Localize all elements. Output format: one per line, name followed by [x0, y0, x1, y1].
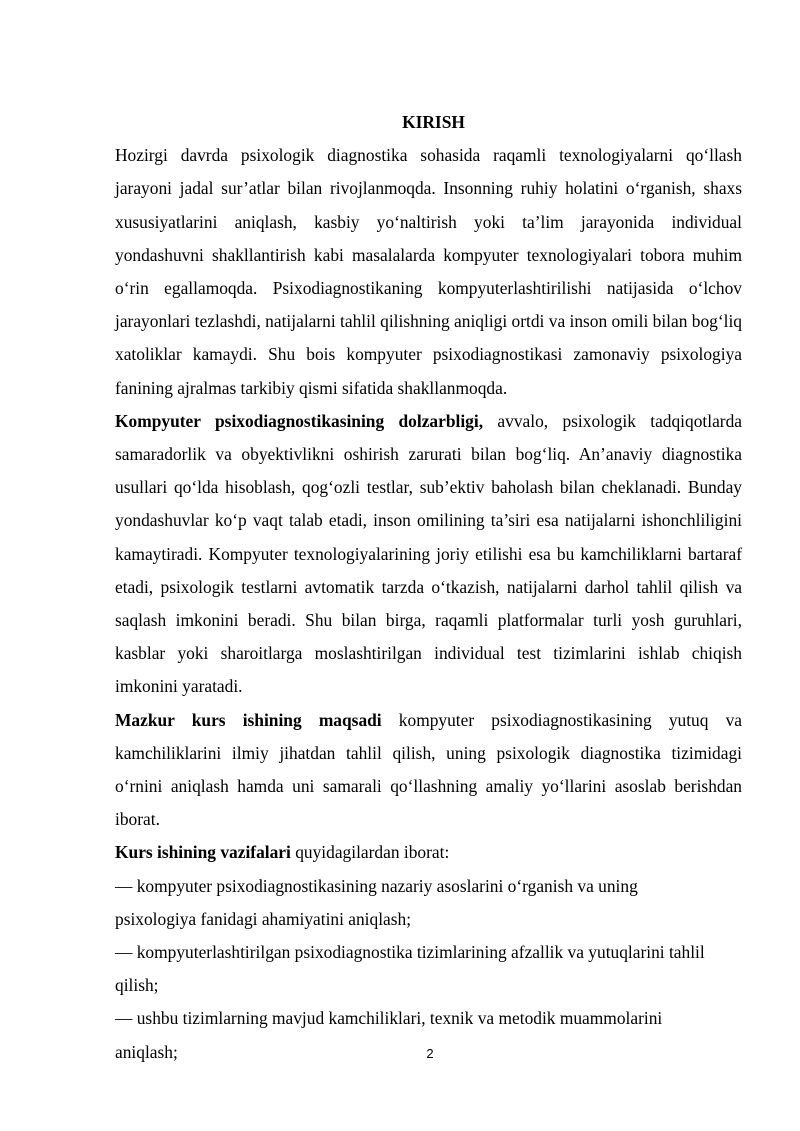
goal-lead: Mazkur kurs ishining maqsadi [115, 709, 382, 730]
tasks-lead: Kurs ishining vazifalari [115, 842, 291, 863]
goal-paragraph [115, 704, 742, 837]
intro-paragraph: Hozirgi davrda psixologik diagnostika sohasida raqamli texnologiyalarni qo‘llash jarayoni jadal sur’atlar bilan rivojlanmoqda. Insonning ruhiy holatini o‘rganish, shaxs xususiyatlarini aniqlash, kasbiy yo‘naltirish yoki ta’lim jarayonida individual yondashuvni shakllantirish kabi masalalarda kompyuter texnologiyalari tobora muhim o‘rin egallamoqda. Psixodiagnostikaning kompyuterlashtirilishi natijasida o‘lchov jarayonlari tezlashdi, natijalarni tahlil qilishning aniqligi ortdi va inson omili bilan bog‘liq xatoliklar kamaydi. Shu bois kompyuter psixodiagnostikasi zamonaviy psixologiya fanining ajralmas tarkibiy qismi sifatida shakllanmoqda. [115, 145, 742, 398]
tasks-text: quyidagilardan iborat: [290, 842, 450, 863]
relevance-paragraph [115, 405, 742, 704]
task-item: — ushbu tizimlarning mavjud kamchiliklari, texnik va metodik muammolarini aniqlash; [115, 1008, 663, 1062]
task-item: — kompyuter psixodiagnostikasining nazariy asoslarini o‘rganish va uning psixologiya fanidagi ahamiyatini aniqlash; [115, 875, 638, 929]
document-body [115, 106, 742, 1069]
page-number: 2 [426, 1046, 434, 1061]
task-item: — kompyuterlashtirilgan psixodiagnostika tizimlarining afzallik va yutuqlarini tahlil qilish; [115, 942, 705, 996]
tasks-heading-paragraph [115, 836, 742, 869]
goal-text: kompyuter psixodiagnostikasining yutuq va kamchiliklarini ilmiy jihatdan tahlil qilish, uning psixologik diagnostika tizimidagi o‘rnini aniqlash hamda uni samarali qo‘llashning amaliy yo‘llarini asoslab berishdan iborat. [115, 709, 742, 830]
relevance-lead: Kompyuter psixodiagnostikasining dolzarbligi, [115, 410, 484, 431]
relevance-text: avvalo, psixologik tadqiqotlarda samaradorlik va obyektivlikni oshirish zarurati bilan bog‘liq. An’anaviy diagnostika usullari qo‘lda hisoblash, qog‘ozli testlar, sub’ektiv baholash bilan cheklanadi. Bunday yondashuvlar ko‘p vaqt talab etadi, inson omilining ta’siri esa natijalarni ishonchliligini kamaytiradi. Kompyuter texnologiyalarining joriy etilishi esa bu kamchiliklarni bartaraf etadi, psixologik testlarni avtomatik tarzda o‘tkazish, natijalarni darhol tahlil qilish va saqlash imkonini beradi. Shu bilan birga, raqamli platformalar turli yosh guruhlari, kasblar yoki sharoitlarga moslashtirilgan individual test tizimlarini ishlab chiqish imkonini yaratadi. [115, 410, 742, 697]
section-title: KIRISH [402, 112, 465, 132]
